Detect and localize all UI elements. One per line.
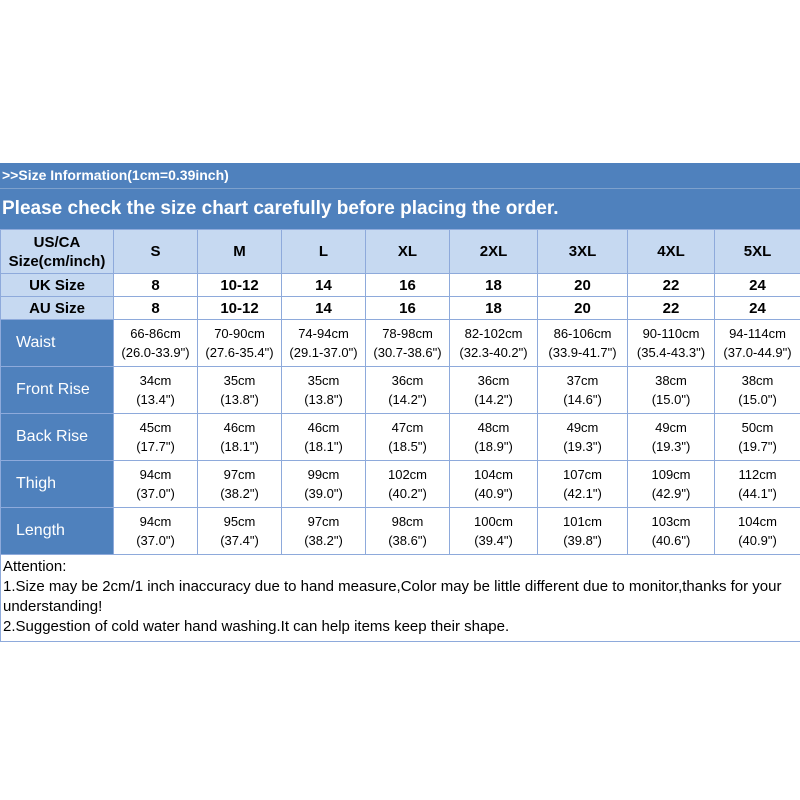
measurement-cm: 50cm <box>741 420 774 435</box>
measurement-cell <box>282 367 366 414</box>
measurement-value <box>715 371 800 409</box>
uk-size-value: 20 <box>538 274 628 297</box>
measurement-cm: 35cm <box>223 373 256 388</box>
measurement-cell <box>628 320 715 367</box>
measurement-cell <box>282 508 366 555</box>
measurement-value <box>366 512 449 550</box>
measurement-cm: 66-86cm <box>130 326 181 341</box>
measurement-cell <box>715 414 800 461</box>
measurement-value <box>198 465 281 503</box>
measurement-value <box>282 324 365 362</box>
uk-size-value: 18 <box>450 274 538 297</box>
measurement-value <box>450 324 537 362</box>
uk-size-row <box>1 274 800 297</box>
measurement-value <box>198 418 281 456</box>
measurement-inch: (14.6") <box>563 392 602 407</box>
measurement-value <box>282 465 365 503</box>
measurement-inch: (40.6") <box>651 533 691 548</box>
measurement-cell <box>450 461 538 508</box>
uk-size-value: 24 <box>715 274 800 297</box>
measurement-value <box>715 324 800 362</box>
measurement-inch: (42.9") <box>651 486 691 501</box>
measurement-value <box>538 324 627 362</box>
measurement-inch: (18.9") <box>474 439 513 454</box>
measurement-cell <box>450 367 538 414</box>
measurement-cm: 94cm <box>139 514 172 529</box>
measurement-cm: 97cm <box>223 467 256 482</box>
measurement-inch: (30.7-38.6") <box>373 345 442 360</box>
measurement-cell <box>114 367 198 414</box>
measurement-value <box>282 418 365 456</box>
measurement-value <box>198 371 281 409</box>
au-size-label: AU Size <box>1 297 114 320</box>
size-header-xl: XL <box>366 230 450 274</box>
measurement-cm: 49cm <box>566 420 599 435</box>
measurement-cell <box>282 461 366 508</box>
measurement-inch: (27.6-35.4") <box>205 345 274 360</box>
measurement-inch: (19.7") <box>738 439 777 454</box>
size-chart <box>0 163 800 642</box>
measurement-value <box>114 465 197 503</box>
waist-label: Waist <box>1 320 114 367</box>
uk-size-value: 8 <box>114 274 198 297</box>
measurement-cell <box>114 461 198 508</box>
measurement-cm: 46cm <box>307 420 340 435</box>
au-size-value: 18 <box>450 297 538 320</box>
measurement-cell <box>628 414 715 461</box>
measurement-inch: (37.4") <box>220 533 259 548</box>
measurement-value <box>366 324 449 362</box>
measurement-cm: 104cm <box>473 467 514 482</box>
measurement-cell <box>450 320 538 367</box>
au-size-value: 14 <box>282 297 366 320</box>
measurement-cell <box>715 367 800 414</box>
measurement-cm: 102cm <box>387 467 428 482</box>
front-rise-row <box>1 367 800 414</box>
measurement-inch: (32.3-40.2") <box>459 345 528 360</box>
au-size-value: 8 <box>114 297 198 320</box>
uk-size-value: 16 <box>366 274 450 297</box>
measurement-cm: 99cm <box>307 467 340 482</box>
measurement-cm: 98cm <box>391 514 424 529</box>
measurement-cm: 112cm <box>738 467 777 482</box>
measurement-value <box>538 512 627 550</box>
measurement-inch: (19.3") <box>651 439 691 454</box>
measurement-value <box>282 371 365 409</box>
size-header-m: M <box>198 230 282 274</box>
measurement-cell <box>628 461 715 508</box>
measurement-inch: (13.8") <box>304 392 343 407</box>
measurement-inch: (15.0") <box>738 392 777 407</box>
measurement-inch: (38.6") <box>388 533 427 548</box>
au-size-value: 10-12 <box>198 297 282 320</box>
measurement-cm: 90-110cm <box>642 326 700 341</box>
measurement-cm: 101cm <box>562 514 603 529</box>
measurement-inch: (40.2") <box>388 486 427 501</box>
measurement-value <box>628 324 714 362</box>
measurement-cm: 38cm <box>741 373 774 388</box>
measurement-inch: (18.5") <box>388 439 427 454</box>
measurement-value <box>366 371 449 409</box>
measurement-cm: 74-94cm <box>298 326 349 341</box>
measurement-cm: 104cm <box>737 514 778 529</box>
measurement-inch: (37.0") <box>136 533 175 548</box>
measurement-cell <box>198 461 282 508</box>
measurement-cell <box>114 320 198 367</box>
measurement-cell <box>366 414 450 461</box>
size-header-4xl: 4XL <box>628 230 715 274</box>
measurement-cell <box>366 508 450 555</box>
measurement-cm: 100cm <box>473 514 514 529</box>
measurement-cell <box>282 320 366 367</box>
measurement-inch: (18.1") <box>304 439 343 454</box>
measurement-value <box>628 371 714 409</box>
uk-size-label: UK Size <box>1 274 114 297</box>
measurement-value <box>628 465 714 503</box>
measurement-inch: (40.9") <box>474 486 513 501</box>
measurement-cm: 49cm <box>655 420 687 435</box>
au-size-value: 20 <box>538 297 628 320</box>
measurement-inch: (13.4") <box>136 392 175 407</box>
measurement-value <box>628 512 714 550</box>
measurement-cell <box>366 461 450 508</box>
measurement-cm: 35cm <box>307 373 340 388</box>
measurement-value <box>450 465 537 503</box>
measurement-value <box>628 418 714 456</box>
length-row <box>1 508 800 555</box>
size-header-2xl: 2XL <box>450 230 538 274</box>
measurement-value <box>538 371 627 409</box>
measurement-inch: (15.0") <box>651 392 691 407</box>
size-notice: Please check the size chart carefully before placing the order. <box>2 198 559 219</box>
measurement-inch: (26.0-33.9") <box>121 345 190 360</box>
thigh-label: Thigh <box>1 461 114 508</box>
uk-size-value: 14 <box>282 274 366 297</box>
measurement-value <box>450 371 537 409</box>
waist-row <box>1 320 800 367</box>
measurement-cell <box>366 320 450 367</box>
measurement-inch: (39.4") <box>474 533 513 548</box>
measurement-value <box>715 465 800 503</box>
measurement-cm: 36cm <box>477 373 510 388</box>
back-rise-label: Back Rise <box>1 414 114 461</box>
measurement-inch: (42.1") <box>563 486 602 501</box>
front-rise-label: Front Rise <box>1 367 114 414</box>
size-header-row <box>1 230 800 274</box>
size-header-3xl: 3XL <box>538 230 628 274</box>
measurement-cm: 46cm <box>223 420 256 435</box>
size-header-5xl: 5XL <box>715 230 800 274</box>
corner-label-region: US/CA <box>33 233 81 251</box>
measurement-inch: (18.1") <box>220 439 259 454</box>
measurement-cell <box>450 508 538 555</box>
measurement-inch: (14.2") <box>474 392 513 407</box>
measurement-cell <box>366 367 450 414</box>
measurement-cm: 94cm <box>139 467 172 482</box>
measurement-cm: 107cm <box>562 467 603 482</box>
measurement-inch: (38.2") <box>220 486 259 501</box>
measurement-inch: (37.0") <box>136 486 175 501</box>
au-size-value: 16 <box>366 297 450 320</box>
measurement-value <box>450 512 537 550</box>
measurement-cell <box>538 508 628 555</box>
measurement-cell <box>282 414 366 461</box>
measurement-inch: (44.1") <box>738 486 777 501</box>
measurement-value <box>366 418 449 456</box>
measurement-inch: (39.0") <box>304 486 343 501</box>
measurement-cm: 70-90cm <box>214 326 265 341</box>
size-table <box>0 229 800 555</box>
measurement-inch: (38.2") <box>304 533 343 548</box>
measurement-value <box>282 512 365 550</box>
measurement-inch: (35.4-43.3") <box>636 345 706 360</box>
measurement-cell <box>538 367 628 414</box>
measurement-cell <box>114 414 198 461</box>
measurement-value <box>198 324 281 362</box>
measurement-value <box>715 418 800 456</box>
measurement-inch: (29.1-37.0") <box>289 345 358 360</box>
measurement-cm: 95cm <box>223 514 256 529</box>
measurement-cell <box>114 508 198 555</box>
measurement-cell <box>538 461 628 508</box>
length-label: Length <box>1 508 114 555</box>
attention-note: 1.Size may be 2cm/1 inch inaccuracy due to hand measure,Color may be little different due to monitor,thanks for your understanding! <box>3 578 782 615</box>
measurement-cm: 78-98cm <box>382 326 433 341</box>
measurement-cm: 38cm <box>655 373 687 388</box>
measurement-value <box>538 465 627 503</box>
measurement-value <box>715 512 800 550</box>
measurement-cell <box>198 367 282 414</box>
measurement-cm: 37cm <box>566 373 599 388</box>
measurement-cell <box>628 508 715 555</box>
size-header-s: S <box>114 230 198 274</box>
measurement-cm: 103cm <box>651 514 691 529</box>
measurement-cm: 86-106cm <box>553 326 612 341</box>
measurement-cell <box>198 320 282 367</box>
uk-size-value: 22 <box>628 274 715 297</box>
measurement-cell <box>538 320 628 367</box>
size-header-l: L <box>282 230 366 274</box>
corner-cell <box>1 230 114 274</box>
measurement-cell <box>715 320 800 367</box>
measurement-value <box>114 512 197 550</box>
attention-title: Attention: <box>3 558 67 575</box>
measurement-cell <box>198 414 282 461</box>
au-size-row <box>1 297 800 320</box>
uk-size-value: 10-12 <box>198 274 282 297</box>
chart-header <box>0 163 800 229</box>
measurement-inch: (37.0-44.9") <box>723 345 792 360</box>
measurement-value <box>114 324 197 362</box>
measurement-cell <box>538 414 628 461</box>
measurement-cm: 34cm <box>139 373 172 388</box>
measurement-value <box>366 465 449 503</box>
measurement-cm: 48cm <box>477 420 510 435</box>
attention-note: 2.Suggestion of cold water hand washing.It can help items keep their shape. <box>3 618 510 635</box>
au-size-value: 24 <box>715 297 800 320</box>
measurement-cell <box>628 367 715 414</box>
measurement-value <box>114 418 197 456</box>
measurement-inch: (17.7") <box>136 439 175 454</box>
measurement-cell <box>715 461 800 508</box>
measurement-cm: 36cm <box>391 373 424 388</box>
measurement-cm: 109cm <box>651 467 691 482</box>
measurement-cm: 97cm <box>307 514 340 529</box>
attention-notes <box>0 555 800 642</box>
measurement-cm: 82-102cm <box>464 326 523 341</box>
measurement-cell <box>715 508 800 555</box>
measurement-cell <box>198 508 282 555</box>
au-size-value: 22 <box>628 297 715 320</box>
measurement-value <box>450 418 537 456</box>
measurement-inch: (14.2") <box>388 392 427 407</box>
measurement-value <box>114 371 197 409</box>
measurement-inch: (13.8") <box>220 392 259 407</box>
size-info-title: >>Size Information(1cm=0.39inch) <box>0 163 800 189</box>
thigh-row <box>1 461 800 508</box>
measurement-inch: (40.9") <box>738 533 777 548</box>
measurement-cm: 45cm <box>139 420 172 435</box>
measurement-inch: (33.9-41.7") <box>548 345 617 360</box>
measurement-value <box>198 512 281 550</box>
measurement-value <box>538 418 627 456</box>
measurement-cell <box>450 414 538 461</box>
measurement-cm: 94-114cm <box>729 326 786 341</box>
corner-label-unit: Size(cm/inch) <box>8 252 106 270</box>
measurement-inch: (19.3") <box>563 439 602 454</box>
back-rise-row <box>1 414 800 461</box>
measurement-inch: (39.8") <box>563 533 602 548</box>
measurement-cm: 47cm <box>391 420 424 435</box>
